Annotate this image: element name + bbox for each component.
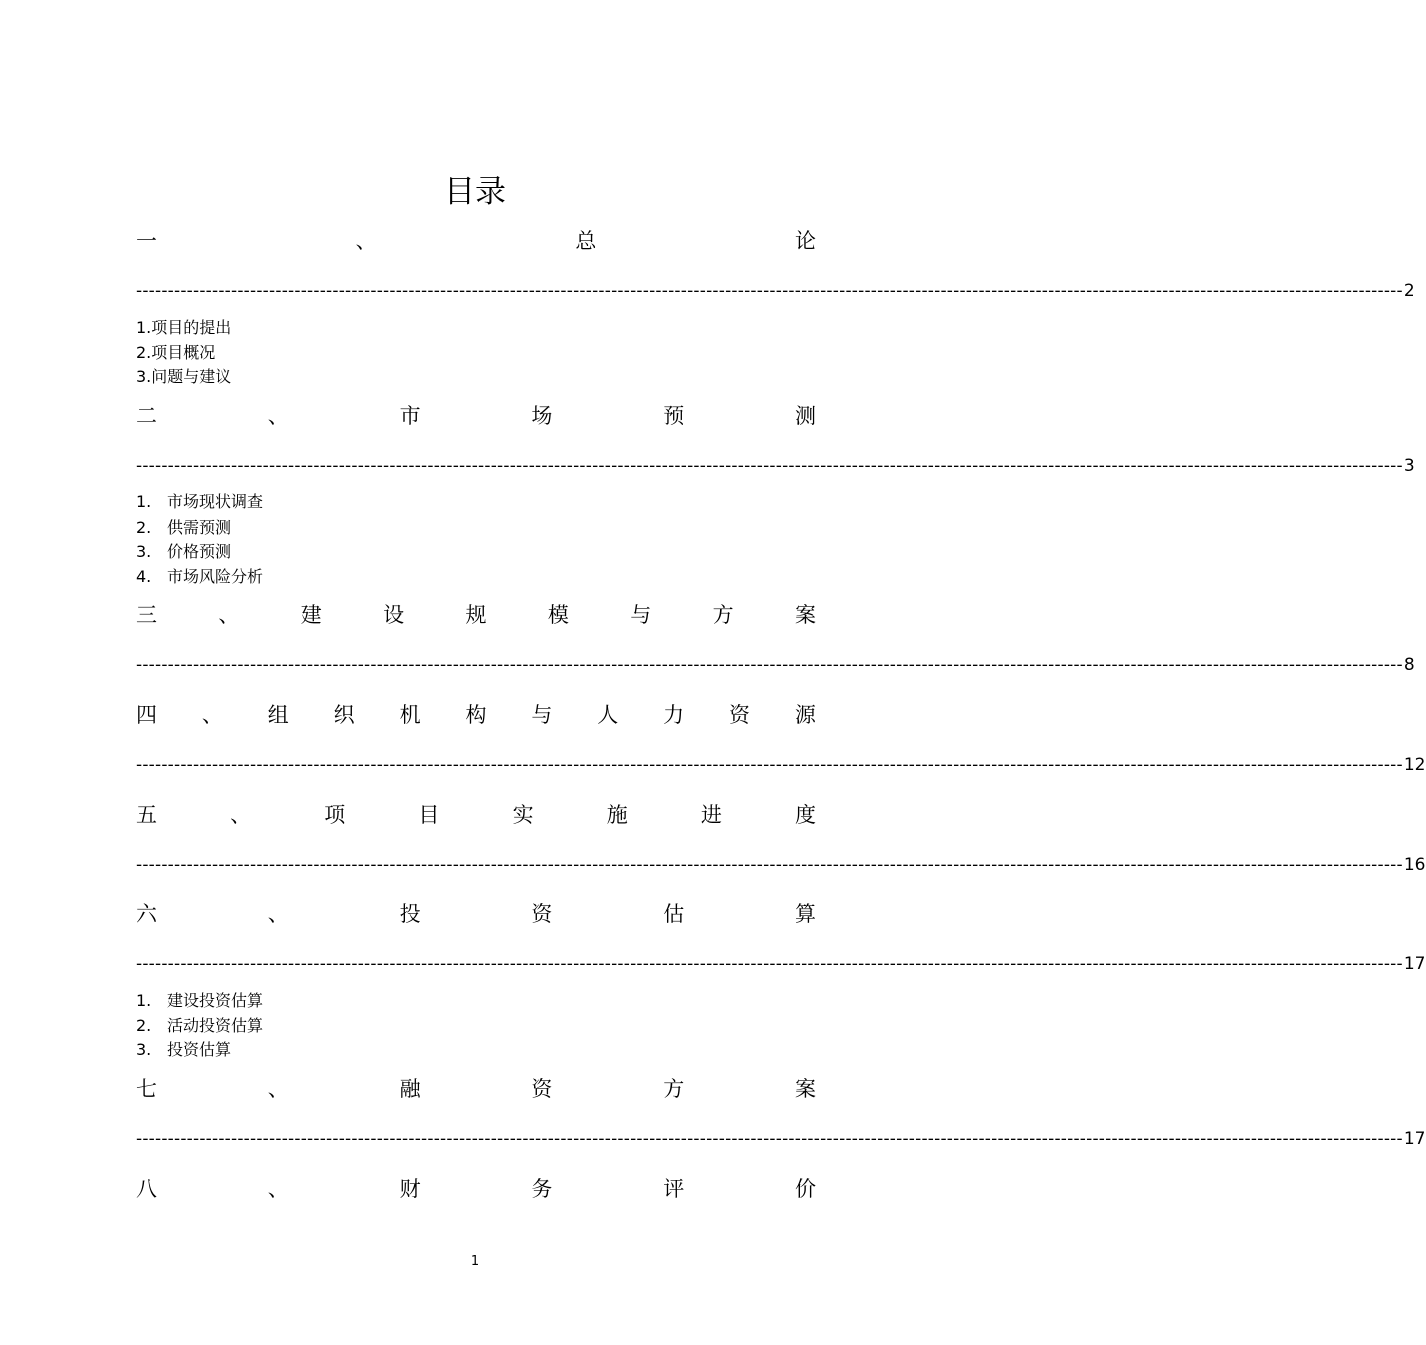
heading-char: 五	[136, 803, 157, 827]
toc-heading-8[interactable]	[136, 1173, 816, 1203]
heading-char: 三	[136, 603, 157, 627]
page-number: 8	[1403, 655, 1415, 675]
heading-char: 资	[531, 902, 553, 926]
heading-char: 六	[136, 902, 157, 926]
heading-char: 、	[267, 1077, 289, 1101]
heading-char: 方	[712, 603, 734, 627]
heading-char: 资	[729, 703, 751, 727]
toc-subitem[interactable]	[136, 518, 231, 538]
toc-subitem[interactable]	[136, 991, 263, 1011]
toc-heading-6[interactable]	[136, 898, 816, 928]
subitem-number: 2.	[136, 518, 152, 537]
toc-subitem[interactable]	[136, 1016, 263, 1036]
heading-char: 案	[794, 1077, 816, 1101]
heading-char: 源	[794, 703, 816, 727]
toc-subitem[interactable]	[136, 343, 215, 363]
heading-char: 进	[700, 803, 722, 827]
subitem-number: 4.	[136, 567, 152, 586]
heading-char: 七	[136, 1077, 157, 1101]
subitem-text: 活动投资估算	[167, 1016, 264, 1035]
page-number: 16	[1403, 855, 1426, 875]
toc-subitem[interactable]	[136, 318, 231, 338]
heading-char: 融	[399, 1077, 421, 1101]
subitem-text: 市场风险分析	[167, 567, 264, 586]
heading-char: 组	[267, 703, 289, 727]
heading-char: 规	[465, 603, 487, 627]
toc-heading-3[interactable]	[136, 599, 816, 629]
heading-char: 目	[418, 803, 440, 827]
heading-char: 价	[794, 1177, 816, 1201]
heading-char: 二	[136, 404, 157, 428]
heading-char: 总	[575, 229, 597, 253]
heading-char: 估	[663, 902, 685, 926]
heading-char: 人	[597, 703, 619, 727]
heading-char: 、	[267, 404, 289, 428]
toc-leader-1[interactable]	[136, 279, 1415, 303]
subitem-number: 3.	[136, 367, 152, 386]
heading-char: 、	[267, 1177, 289, 1201]
heading-char: 机	[399, 703, 421, 727]
heading-char: 预	[663, 404, 685, 428]
heading-char: 与	[630, 603, 652, 627]
heading-char: 务	[531, 1177, 553, 1201]
toc-subitem[interactable]	[136, 1040, 231, 1060]
heading-char: 构	[465, 703, 487, 727]
page-number: 2	[1403, 281, 1415, 301]
toc-subitem[interactable]	[136, 567, 263, 587]
subitem-text: 问题与建议	[151, 367, 232, 386]
subitem-number: 1.	[136, 492, 152, 511]
heading-char: 设	[383, 603, 405, 627]
subitem-text: 项目的提出	[151, 318, 232, 337]
heading-char: 织	[333, 703, 355, 727]
heading-char: 测	[794, 404, 816, 428]
subitem-text: 市场现状调查	[167, 492, 264, 511]
subitem-number: 1.	[136, 318, 152, 337]
dot-leader: --------------------------------------------------------------------------------------------------------------------------------------------------------------------------------------------------------	[136, 1129, 1403, 1149]
subitem-number: 3.	[136, 542, 152, 561]
subitem-number: 2.	[136, 1016, 152, 1035]
toc-subitem[interactable]	[136, 492, 263, 512]
subitem-number: 1.	[136, 991, 152, 1010]
subitem-text: 价格预测	[167, 542, 232, 561]
page-number: 3	[1403, 456, 1415, 476]
toc-heading-5[interactable]	[136, 799, 816, 829]
toc-subitem[interactable]	[136, 542, 231, 562]
dot-leader: --------------------------------------------------------------------------------------------------------------------------------------------------------------------------------------------------------	[136, 281, 1403, 301]
heading-char: 力	[663, 703, 685, 727]
heading-char: 度	[794, 803, 816, 827]
toc-leader-3[interactable]	[136, 653, 1415, 677]
toc-leader-5[interactable]	[136, 853, 1426, 877]
heading-char: 、	[230, 803, 252, 827]
dot-leader: --------------------------------------------------------------------------------------------------------------------------------------------------------------------------------------------------------	[136, 855, 1403, 875]
heading-char: 八	[136, 1177, 157, 1201]
heading-char: 方	[663, 1077, 685, 1101]
heading-char: 资	[531, 1077, 553, 1101]
dot-leader: --------------------------------------------------------------------------------------------------------------------------------------------------------------------------------------------------------	[136, 456, 1403, 476]
toc-leader-7[interactable]	[136, 1127, 1426, 1151]
heading-char: 财	[399, 1177, 421, 1201]
subitem-text: 项目概况	[151, 343, 216, 362]
heading-char: 与	[531, 703, 553, 727]
heading-char: 实	[512, 803, 534, 827]
heading-char: 四	[136, 703, 157, 727]
heading-char: 投	[399, 902, 421, 926]
page-number: 12	[1403, 755, 1426, 775]
heading-char: 一	[136, 229, 157, 253]
toc-heading-1[interactable]	[136, 225, 816, 255]
toc-heading-4[interactable]	[136, 699, 816, 729]
heading-char: 评	[663, 1177, 685, 1201]
heading-char: 市	[399, 404, 421, 428]
dot-leader: --------------------------------------------------------------------------------------------------------------------------------------------------------------------------------------------------------	[136, 655, 1403, 675]
subitem-text: 供需预测	[167, 518, 232, 537]
heading-char: 、	[201, 703, 223, 727]
heading-char: 、	[218, 603, 240, 627]
heading-char: 模	[547, 603, 569, 627]
page-number: 17	[1403, 954, 1426, 974]
heading-char: 、	[267, 902, 289, 926]
heading-char: 项	[324, 803, 346, 827]
subitem-number: 3.	[136, 1040, 152, 1059]
heading-char: 、	[355, 229, 377, 253]
subitem-text: 投资估算	[167, 1040, 232, 1059]
subitem-number: 2.	[136, 343, 152, 362]
heading-char: 算	[794, 902, 816, 926]
toc-leader-4[interactable]	[136, 753, 1426, 777]
heading-char: 场	[531, 404, 553, 428]
heading-char: 施	[606, 803, 628, 827]
toc-leader-6[interactable]	[136, 952, 1426, 976]
heading-char: 论	[794, 229, 816, 253]
heading-char: 案	[795, 603, 816, 627]
page-title: 目录	[444, 174, 506, 210]
toc-heading-2[interactable]	[136, 400, 816, 430]
toc-heading-7[interactable]	[136, 1073, 816, 1103]
page-number: 17	[1403, 1129, 1426, 1149]
toc-subitem[interactable]	[136, 367, 231, 387]
heading-char: 建	[300, 603, 322, 627]
dot-leader: --------------------------------------------------------------------------------------------------------------------------------------------------------------------------------------------------------	[136, 954, 1403, 974]
footer-page-number: 1	[470, 1254, 480, 1269]
toc-leader-2[interactable]	[136, 454, 1415, 478]
dot-leader: --------------------------------------------------------------------------------------------------------------------------------------------------------------------------------------------------------	[136, 755, 1403, 775]
subitem-text: 建设投资估算	[167, 991, 264, 1010]
